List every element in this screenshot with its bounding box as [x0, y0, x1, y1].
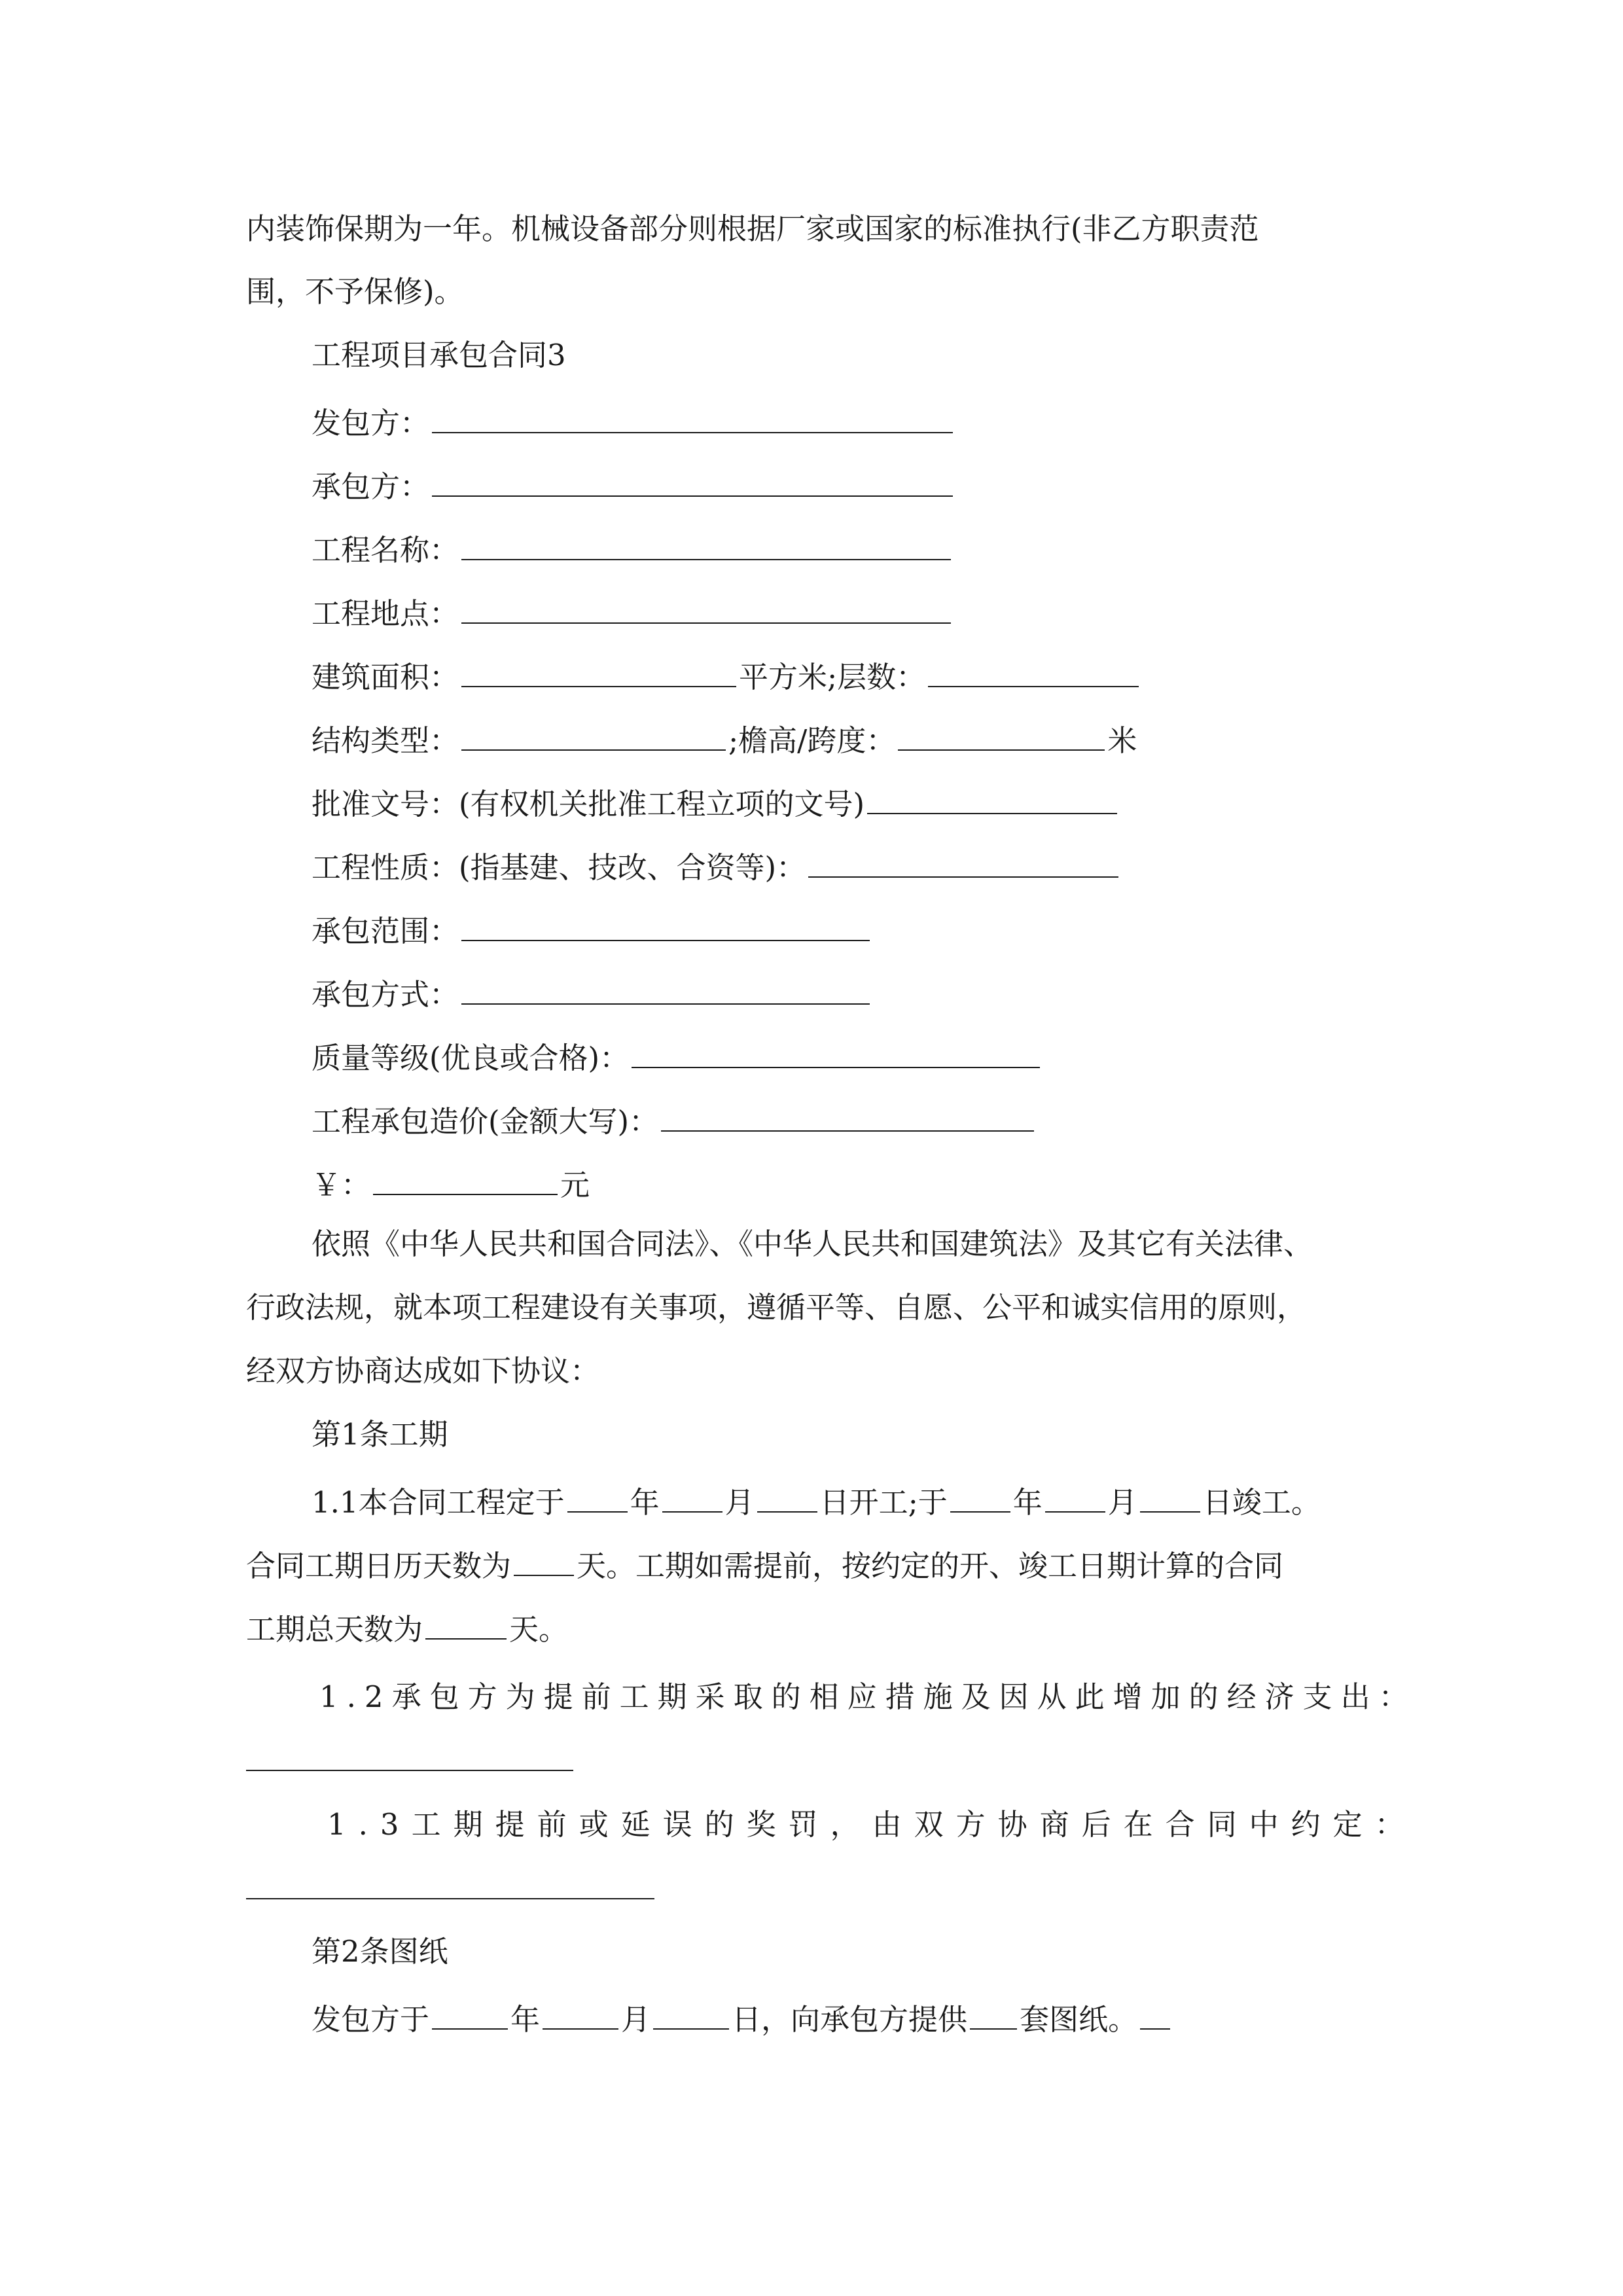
approval-blank	[867, 780, 1117, 814]
drawings-day-blank	[653, 1996, 729, 2030]
field-employer: 发包方：	[312, 399, 955, 443]
clause-1-3: 1.3工期提前或延误的奖罚，由双方协商后在合同中约定：	[327, 1807, 1417, 1842]
project-name-blank	[461, 526, 951, 560]
scope-blank	[461, 907, 870, 941]
start-year-blank	[567, 1479, 628, 1513]
paragraph-basis-line2: 行政法规，就本项工程建设有关事项，遵循平等、自愿、公平和诚实信用的原则，	[246, 1290, 1307, 1325]
end-month-blank	[1045, 1479, 1105, 1513]
clause-1-1-line1: 1.1本合同工程定于 年 月 日开工;于 年 月 日竣工。	[312, 1479, 1321, 1522]
field-structure-type: 结构类型： ;檐高/跨度： 米	[312, 717, 1137, 761]
paragraph-basis-line3: 经双方协商达成如下协议：	[246, 1354, 600, 1388]
trailing-blank	[1140, 1996, 1170, 2030]
price-figures-blank	[373, 1161, 558, 1195]
field-contractor: 承包方：	[312, 463, 955, 507]
drawings-year-blank	[432, 1996, 508, 2030]
building-area-blank	[461, 653, 736, 687]
project-location-blank	[461, 590, 951, 624]
structure-type-blank	[461, 717, 726, 751]
drawings-sets-blank	[970, 1996, 1017, 2030]
end-year-blank	[950, 1479, 1010, 1513]
clause-2-drawings: 发包方于 年 月 日，向承包方提供 套图纸。	[312, 1996, 1173, 2039]
field-price-figures: ￥： 元	[312, 1161, 590, 1205]
field-project-nature: 工程性质：(指基建、技改、合资等)：	[312, 844, 1121, 888]
paragraph-warranty-line1: 内装饰保期为一年。机械设备部分则根据厂家或国家的标准执行(非乙方职责范	[246, 211, 1259, 246]
total-days-blank	[425, 1605, 507, 1640]
method-blank	[461, 971, 870, 1005]
field-price: 工程承包造价(金额大写)：	[312, 1098, 1037, 1141]
field-method: 承包方式：	[312, 971, 872, 1014]
article1-title: 第1条工期	[312, 1417, 448, 1452]
start-month-blank	[662, 1479, 722, 1513]
price-blank	[661, 1098, 1034, 1132]
contractor-blank	[432, 463, 953, 497]
clause-1-1-line3: 工期总天数为 天。	[246, 1605, 568, 1649]
quality-blank	[632, 1034, 1040, 1068]
clause-1-1-line2: 合同工期日历天数为 天。工期如需提前，按约定的开、竣工日期计算的合同	[246, 1542, 1283, 1586]
employer-blank	[432, 399, 953, 433]
floors-blank	[928, 653, 1139, 687]
field-quality: 质量等级(优良或合格)：	[312, 1034, 1043, 1078]
clause-1-3-blank	[246, 1898, 654, 1899]
project-nature-blank	[808, 844, 1118, 878]
clause-1-2-blank	[246, 1770, 573, 1771]
clause-1-2: 1.2承包方为提前工期采取的相应措施及因从此增加的经济支出：	[319, 1679, 1417, 1714]
end-day-blank	[1140, 1479, 1200, 1513]
start-day-blank	[757, 1479, 817, 1513]
field-project-location: 工程地点：	[312, 590, 954, 634]
field-project-name: 工程名称：	[312, 526, 954, 570]
drawings-month-blank	[543, 1996, 618, 2030]
field-scope: 承包范围：	[312, 907, 872, 951]
eave-height-blank	[898, 717, 1105, 751]
paragraph-basis-line1: 依照《中华人民共和国合同法》、《中华人民共和国建筑法》及其它有关法律、	[312, 1227, 1313, 1261]
calendar-days-blank	[514, 1542, 574, 1576]
contract-title: 工程项目承包合同3	[312, 338, 566, 372]
article2-title: 第2条图纸	[312, 1934, 448, 1969]
field-building-area: 建筑面积： 平方米;层数：	[312, 653, 1141, 697]
field-approval: 批准文号：(有权机关批准工程立项的文号)	[312, 780, 1120, 824]
paragraph-warranty-line2: 围，不予保修)。	[246, 274, 464, 309]
